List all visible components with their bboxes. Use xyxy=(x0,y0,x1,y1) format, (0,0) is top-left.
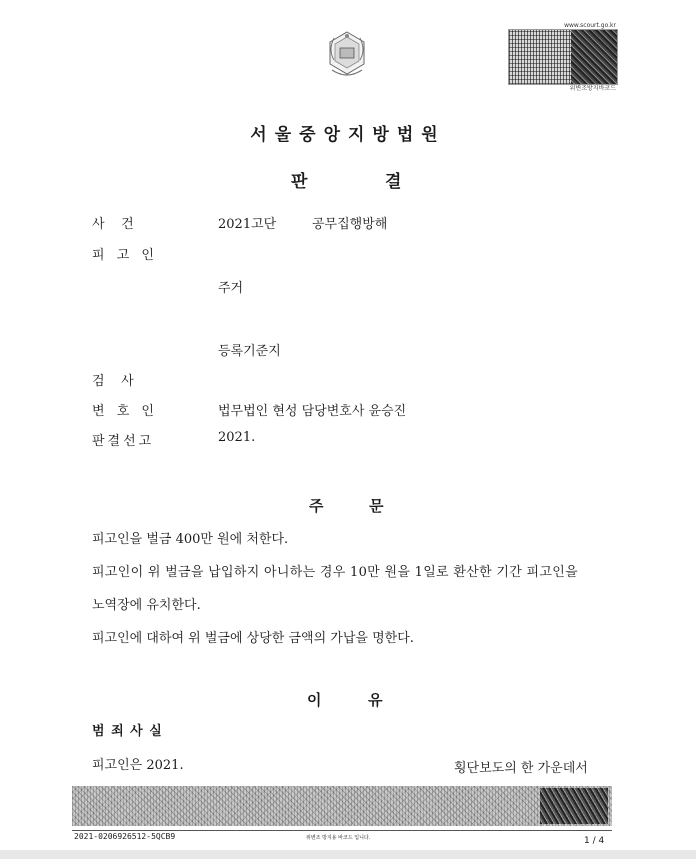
reason-text-left: 피고인은 2021. xyxy=(92,758,184,773)
doc-type-right: 결 xyxy=(385,172,408,192)
counsel-value: 법무법인 현성 담당변호사 윤승진 xyxy=(218,404,407,419)
order-line-4: 피고인에 대하여 위 벌금에 상당한 금액의 가납을 명한다. xyxy=(92,631,414,646)
barcode-caption: 위변조방지바코드 xyxy=(569,85,616,92)
doc-type-left: 판 xyxy=(291,172,314,192)
crime-facts-heading: 범 죄 사 실 xyxy=(92,724,163,739)
doc-code: 2021-0206926512-5QCB9 xyxy=(74,832,176,841)
order-line-1: 피고인을 벌금 400만 원에 처한다. xyxy=(92,532,289,547)
address-label: 주거 xyxy=(218,281,244,296)
anti-forgery-band xyxy=(72,786,612,826)
verdict-date-label: 판결선고 xyxy=(92,434,155,449)
reason-heading-right: 유 xyxy=(368,691,389,709)
case-title: 공무집행방해 xyxy=(312,217,388,232)
order-line-3: 노역장에 유치한다. xyxy=(92,598,201,613)
barcode-pattern xyxy=(508,29,618,85)
footer-notice: 위변조 방지용 바코드 입니다. xyxy=(306,835,371,841)
case-label: 사 건 xyxy=(92,217,134,232)
prosecutor-label: 검 사 xyxy=(92,374,134,389)
counsel-label: 변 호 인 xyxy=(92,404,158,419)
anti-forgery-barcode-bottom xyxy=(540,788,608,824)
court-emblem-icon xyxy=(324,30,370,82)
order-heading-right: 문 xyxy=(369,497,390,515)
reason-text-right: 횡단보도의 한 가운데서 xyxy=(454,761,588,776)
anti-forgery-barcode-top xyxy=(508,22,616,92)
defendant-label: 피 고 인 xyxy=(92,248,158,263)
court-name: 서울중앙지방법원 xyxy=(250,125,446,145)
order-heading-left: 주 xyxy=(309,497,330,515)
page-number: 1 / 4 xyxy=(584,836,605,846)
order-line-2: 피고인이 위 벌금을 납입하지 아니하는 경우 10만 원을 1일로 환산한 기간 피고인을 xyxy=(92,565,578,580)
case-number: 2021고단 xyxy=(218,217,277,232)
registered-domicile-label: 등록기준지 xyxy=(218,344,281,359)
site-url: www.scourt.go.kr xyxy=(564,22,616,29)
verdict-date-value: 2021. xyxy=(218,430,256,445)
reason-heading-left: 이 xyxy=(307,691,328,709)
footer-divider xyxy=(72,830,612,831)
page-edge xyxy=(0,850,696,859)
